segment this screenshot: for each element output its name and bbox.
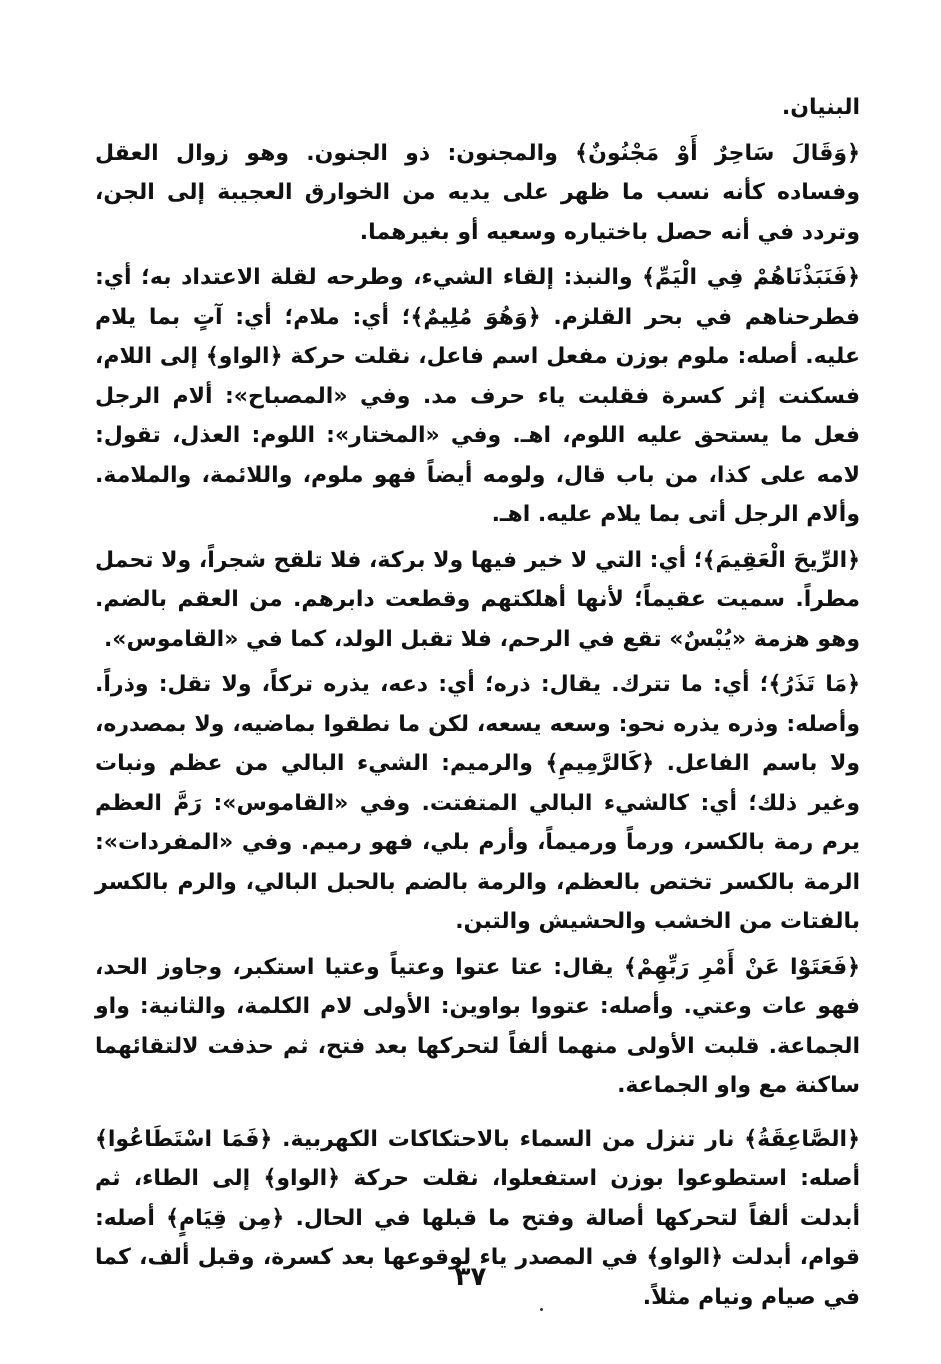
paragraph-nabadhnahum: ﴿فَنَبَذْنَاهُمْ فِي الْيَمِّ﴾ والنبذ: إلقاء الشيء، وطرحه لقلة الاعتداد به؛ أي: فطرحناهم في بحر القلزم. ﴿وَهُوَ مُلِيمٌ﴾؛ أي: ملام؛ أي: آتٍ بما يلام عليه. أصله: ملوم بوزن مفعل اسم فاعل، نقلت حركة ﴿الواو﴾ إلى اللام، فسكنت إثر كسرة فقلبت ياء حرف مد. وفي «المصباح»: ألام الرجل فعل ما يستحق عليه اللوم، اهـ. وفي «المختار»: اللوم: العذل، تقول: لامه على كذا، من باب قال، ولومه أيضاً فهو ملوم، واللائمة، والملامة. وألام الرجل أتى بما يلام عليه. اهـ. xyxy=(95,265,860,527)
paragraph-sahir: ﴿وَقَالَ سَاحِرٌ أَوْ مَجْنُونٌ﴾ والمجنون: ذو الجنون. وهو زوال العقل وفساده كأنه نسب ما ظهر على يديه من الخوارق العجيبة إلى الجن، وتردد في أنه حصل باختياره وسعيه أو بغيرهما. xyxy=(95,140,860,245)
scan-speck xyxy=(540,1308,543,1311)
page-number: ٣٧ xyxy=(454,1262,487,1292)
paragraph-ma-tadharu: ﴿مَا تَذَرُ﴾؛ أي: ما تترك. يقال: ذره؛ أي: دعه، يذره تركاً، ولا تقل: وذراً. وأصله: وذره يذره نحو: وسعه يسعه، لكن ما نطقوا بماضيه، ولا بمصدره، ولا باسم الفاعل. ﴿كَالرَّمِيمِ﴾ والرميم: الشيء البالي من عظم ونبات وغير ذلك؛ أي: كالشيء البالي المتفتت. وفي «القاموس»: رَمَّ العظم يرم رمة بالكسر، ورماً ورميماً، وأرم بلي، فهو رميم. وفي «المفردات»: الرمة بالكسر تختص بالعظم، والرمة بالضم بالحبل البالي، والرم بالكسر بالفتات من الخشب والحشيش والتبن. xyxy=(95,672,860,934)
paragraph-fa-ataw: ﴿فَعَتَوْا عَنْ أَمْرِ رَبِّهِمْ﴾ يقال: عتا عتوا وعتياً وعتيا استكبر، وجاوز الحد، فهو عات وعتي. وأصله: عتووا بواوين: الأولى لام الكلمة، والثانية: واو الجماعة. قلبت الأولى منهما ألفاً لتحركها بعد فتح، ثم حذفت لالتقائهما ساكنة مع واو الجماعة. xyxy=(95,954,860,1098)
heading-line: البنيان. xyxy=(781,95,860,120)
paragraph-saiqa: ﴿الصَّاعِقَةُ﴾ نار تنزل من السماء بالاحتكاكات الكهربية. ﴿فَمَا اسْتَطَاعُوا﴾ أصله: استطوعوا بوزن استفعلوا، نقلت حركة ﴿الواو﴾ إلى الطاء، ثم أبدلت ألفاً لتحركها أصالة وفتح ما قبلها في الحال. ﴿مِن قِيَامٍ﴾ أصله: قوام، أبدلت ﴿الواو﴾ في المصدر ياء لوقوعها بعد كسرة، وقبل ألف، كما في صيام ونيام مثلاً. xyxy=(95,1126,860,1310)
paragraph-rih-aqim: ﴿الرِّيحَ الْعَقِيمَ﴾؛ أي: التي لا خير فيها ولا بركة، فلا تلقح شجراً، ولا تحمل مطراً. سميت عقيماً؛ لأنها أهلكتهم وقطعت دابرهم. من العقم بالضم. وهو هزمة «يُبْسٌ» تقع في الرحم، فلا تقبل الولد، كما في «القاموس». xyxy=(95,547,860,652)
page-body xyxy=(95,88,860,1317)
